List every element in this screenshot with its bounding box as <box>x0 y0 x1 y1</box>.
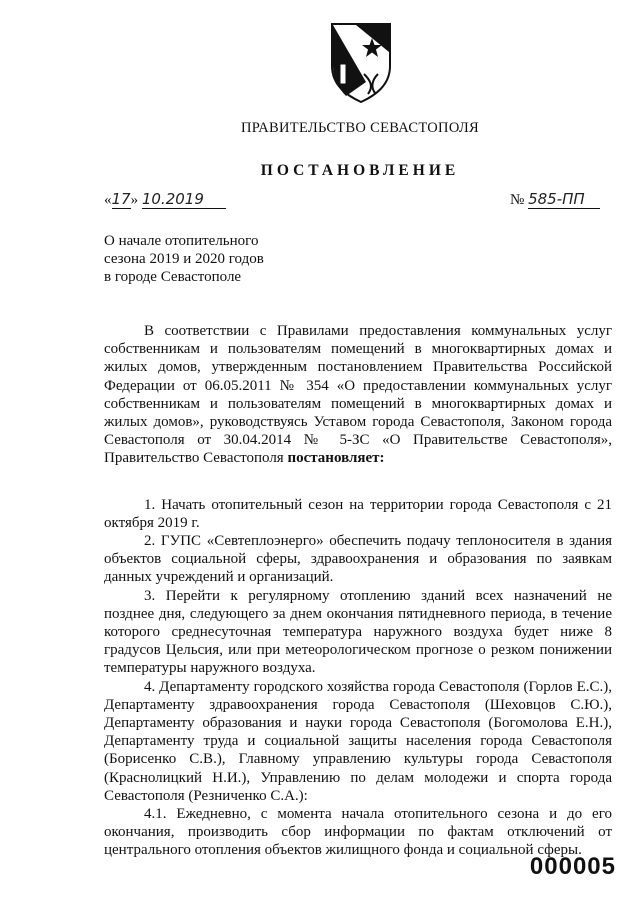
item-4-1: 4.1. Ежедневно, с момента начала отопительного сезона и до его окончания, производить сбор информации по фактам отключений от центрального отопления объектов жилищного фонда и социальной сферы. <box>104 806 612 859</box>
subject-line-3: в городе Севастополе <box>104 269 242 285</box>
number-sign: № <box>510 192 525 208</box>
number-value: 585-ПП <box>528 190 600 209</box>
preamble-text: В соответствии с Правилами предоставления коммунальных услуг собственникам и пользователям помещений в многоквартирных домах и жилых домов, утвержденным постановлением Правительства Российской Федерации от 06.05.2011 № 354 «О предоставлении коммунальных услуг собственникам и пользователям помещений в многоквартирных домах и жилых домов», руководствуясь Уставом города Севастополя, Законом города Севастополя от 30.04.2014 № 5-ЗС «О Правительстве Севастополя», Правительство Севастополя <box>104 323 612 467</box>
item-2: 2. ГУПС «Севтеплоэнерго» обеспечить подачу теплоносителя в здания объектов социальной сферы, здравоохранения и образования по заявкам данных учреждений и организаций. <box>104 533 612 586</box>
subject-line-1: О начале отопительного <box>104 233 259 249</box>
date-day: 17 <box>111 190 131 208</box>
preamble-paragraph <box>104 322 612 468</box>
item-3: 3. Перейти к регулярному отоплению зданий всех назначений не позднее дня, следующего за днем окончания пятидневного периода, в течение которого среднесуточная температура наружного воздуха будет ниже 8 градусов Цельсия, или при метеорологическом прогнозе о резком понижении температуры наружного воздуха. <box>104 587 612 677</box>
sevastopol-coat-of-arms-emblem <box>326 22 396 104</box>
decree-number <box>510 190 600 209</box>
decree-date <box>104 190 226 209</box>
decree-word: постановляет: <box>287 450 385 467</box>
document-title: ПОСТАНОВЛЕНИЕ <box>260 162 460 179</box>
date-open-quote: « <box>104 192 112 208</box>
subject-line-2: сезона 2019 и 2020 годов <box>104 251 264 267</box>
item-4: 4. Департаменту городского хозяйства города Севастополя (Горлов Е.С.), Департаменту здравоохранения города Севастополя (Шеховцов С.Ю.), Департаменту образования и науки города Севастополя (Богомолова Е.Н.), Департаменту труда и социальной защиты населения города Севастополя (Борисенко С.В.), Главному управлению культуры города Севастополя (Краснолицкий Н.И.), Управлению по делам молодежи и спорта города Севастополя (Резниченко С.А.): <box>104 678 612 804</box>
page-code: 000005 <box>529 853 616 880</box>
decree-body <box>104 322 612 860</box>
decree-subject <box>104 232 304 286</box>
item-1: 1. Начать отопительный сезон на территории города Севастополя с 21 октября 2019 г. <box>104 496 612 531</box>
government-name: ПРАВИТЕЛЬСТВО СЕВАСТОПОЛЯ <box>241 120 479 136</box>
date-month-year: 10.2019 <box>142 190 226 209</box>
date-close-quote: » <box>130 192 139 208</box>
